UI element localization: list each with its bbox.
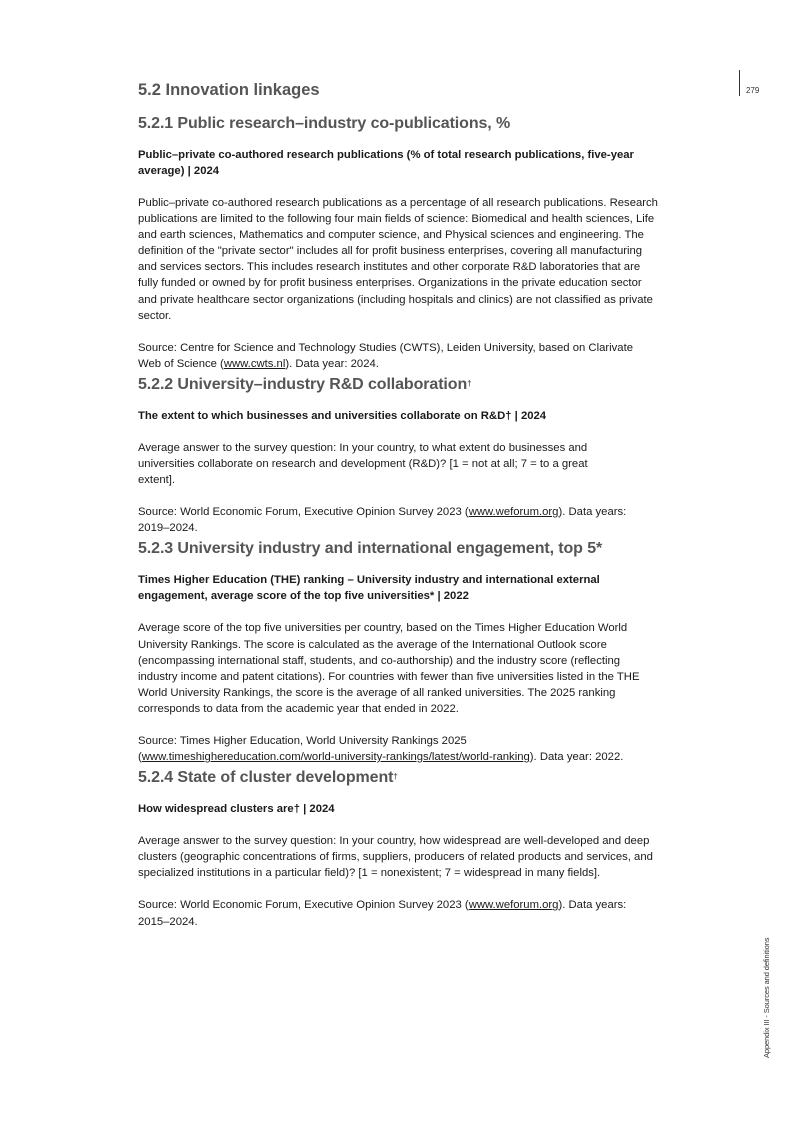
subsection-5-2-4 bbox=[138, 767, 658, 929]
header-rule bbox=[739, 70, 740, 96]
indicator-description: Public–private co-authored research publications as a percentage of all research publications. Research publications are limited to the following four main fields of science: Biomedical and health sciences, Life and earth sciences, Mathematics and computer science, and Physical sciences and engineering. The definition of the "private sector" includes all for profit business enterprises, covering all manufacturing and services sectors. This includes research institutes and other corporate R&D laboratories that are fully funded or owned by for profit business enterprises. Organizations in the private education sector and private healthcare sector organizations (including hospitals and clinics) are not classified as private sector. bbox=[138, 197, 658, 322]
indicator-description: Average score of the top five universities per country, based on the Times Higher Education World University Rankings. The score is calculated as the average of the International Outlook score (encompassing international staff, students, and co-authorship) and the industry score (reflecting industry income and patent citations). For countries with fewer than five universities listed in the THE World University Rankings, the score is the average of all ranked universities. The 2025 ranking corresponds to data from the academic year that ended in 2022. bbox=[138, 622, 640, 715]
indicator-title: Times Higher Education (THE) ranking – University industry and international external engagement, average score of the top five universities* | 2022 bbox=[138, 574, 600, 603]
indicator-description: Average answer to the survey question: In your country, how widespread are well-developed and deep clusters (geographic concentrations of firms, suppliers, producers of related products and services, and specialized institutions in a particular field)? [1 = nonexistent; 7 = widespread in many fields]. bbox=[138, 835, 653, 880]
source-link[interactable]: www.cwts.nl bbox=[223, 357, 286, 370]
section-title: 5.2 Innovation linkages bbox=[138, 81, 320, 99]
subsection-title: 5.2.2 University–industry R&D collaboration† bbox=[138, 375, 472, 393]
indicator-title: How widespread clusters are† | 2024 bbox=[138, 803, 335, 816]
indicator-description: Average answer to the survey question: In your country, to what extent do businesses and universities collaborate on research and development (R&D)? [1 = not at all; 7 = to a great extent]. bbox=[138, 441, 588, 487]
indicator-source: Source: Centre for Science and Technology Studies (CWTS), Leiden University, based on Clarivate Web of Science (www.cwts.nl). Data year: 2024. bbox=[138, 341, 634, 370]
subsection-title: 5.2.3 University industry and international engagement, top 5* bbox=[138, 540, 603, 558]
indicator-source: Source: Times Higher Education, World University Rankings 2025 (www.timeshighereducation.com/world-university-rankings/latest/world-ranking). Data year: 2022. bbox=[138, 734, 624, 764]
subsection-5-2-1 bbox=[138, 113, 658, 372]
source-link[interactable]: www.timeshighereducation.com/world-university-rankings/latest/world-ranking bbox=[141, 751, 530, 764]
indicator-title: The extent to which businesses and universities collaborate on R&D† | 2024 bbox=[138, 409, 547, 422]
indicator-source: Source: World Economic Forum, Executive Opinion Survey 2023 (www.weforum.org). Data years: 2015–2024. bbox=[138, 899, 627, 928]
source-link[interactable]: www.weforum.org bbox=[468, 899, 559, 912]
indicator-source: Source: World Economic Forum, Executive Opinion Survey 2023 (www.weforum.org). Data years: 2019–2024. bbox=[138, 506, 627, 535]
subsection-title: 5.2.1 Public research–industry co-publications, % bbox=[138, 115, 511, 132]
subsection-title: 5.2.4 State of cluster development† bbox=[138, 769, 398, 787]
subsection-5-2-2 bbox=[138, 374, 658, 536]
subsection-5-2-3 bbox=[138, 538, 658, 765]
main-content bbox=[138, 79, 658, 932]
side-label: Appendix III - Sources and definitions bbox=[762, 937, 771, 1058]
page-number: 279 bbox=[746, 86, 760, 95]
source-link[interactable]: www.weforum.org bbox=[468, 506, 559, 519]
indicator-title: Public–private co-authored research publications (% of total research publications, five-year average) | 2024 bbox=[138, 149, 634, 177]
